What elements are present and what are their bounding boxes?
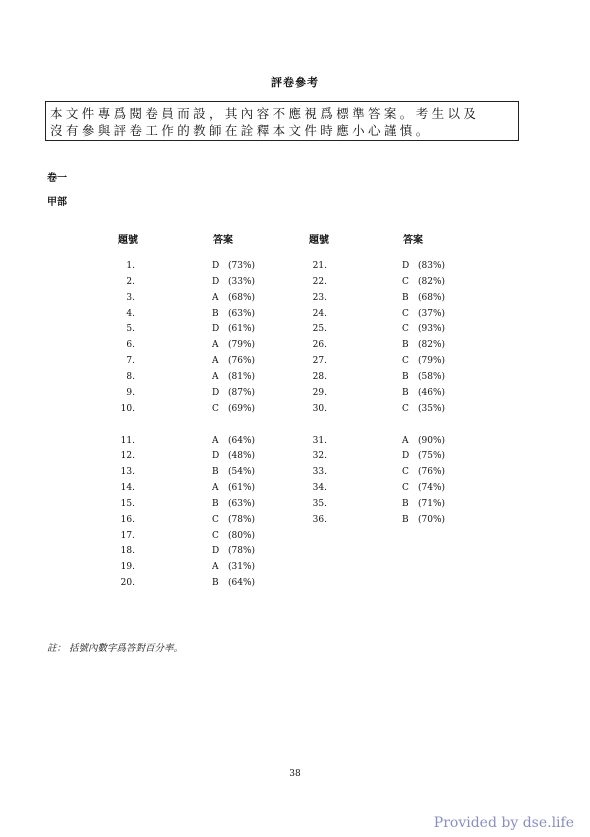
question-number: 17. (120, 530, 135, 541)
question-number: 27. (312, 356, 327, 367)
disclaimer-line-1: 本文件專爲閱卷員而設，其內容不應視爲標準答案。考生以及 (50, 106, 480, 121)
answer-letter: B (212, 578, 219, 589)
question-header-right: 題號 (309, 235, 329, 246)
answer-percentage: (74%) (418, 483, 446, 494)
answer-percentage: (81%) (228, 371, 256, 382)
question-number: 34. (312, 483, 327, 494)
answer-letter: D (212, 261, 220, 271)
page-title: 評卷參考 (271, 76, 319, 89)
answer-letter: D (402, 451, 410, 462)
answer-letter: A (212, 356, 219, 367)
answer-row (0, 354, 590, 368)
question-number: 18. (120, 546, 135, 557)
answer-letter: C (402, 403, 409, 414)
question-number: 3. (126, 292, 135, 303)
answer-letter: C (402, 467, 409, 478)
answer-percentage: (93%) (418, 324, 446, 335)
answer-row (0, 402, 590, 416)
question-number: 4. (126, 308, 135, 319)
answer-percentage: (79%) (418, 356, 446, 367)
answer-percentage: (31%) (228, 562, 256, 573)
answer-letter: C (212, 403, 219, 414)
answer-row (0, 259, 590, 273)
answer-percentage: (73%) (228, 261, 256, 271)
answer-percentage: (82%) (418, 276, 446, 287)
answer-row (0, 560, 590, 574)
question-number: 29. (312, 387, 327, 398)
answer-percentage: (82%) (418, 340, 446, 351)
answer-row (0, 529, 590, 543)
question-number: 11. (120, 435, 135, 446)
answer-letter: C (402, 308, 409, 319)
answer-letter: B (402, 387, 409, 398)
answer-percentage: (35%) (418, 403, 446, 414)
question-number: 14. (120, 483, 135, 494)
answer-row (0, 275, 590, 289)
question-number: 23. (312, 292, 327, 303)
question-number: 9. (126, 387, 135, 398)
answer-percentage: (69%) (228, 403, 256, 414)
answer-percentage: (54%) (228, 467, 256, 478)
answer-percentage: (58%) (418, 371, 446, 382)
answer-letter: C (402, 356, 409, 367)
answer-percentage: (87%) (228, 387, 256, 398)
answer-percentage: (83%) (418, 261, 446, 271)
answer-percentage: (61%) (228, 324, 256, 335)
question-number: 2. (126, 276, 135, 287)
answer-header-right: 答案 (403, 235, 423, 246)
answer-percentage: (64%) (228, 435, 256, 446)
answer-percentage: (63%) (228, 308, 256, 319)
question-number: 7. (126, 356, 135, 367)
answer-letter: A (212, 340, 219, 351)
answer-letter: B (402, 340, 409, 351)
answer-letter: C (402, 483, 409, 494)
question-number: 21. (312, 261, 327, 271)
answer-percentage: (48%) (228, 451, 256, 462)
answer-percentage: (68%) (418, 292, 446, 303)
page-number: 38 (289, 769, 301, 779)
answer-letter: D (212, 546, 220, 557)
question-number: 5. (126, 324, 135, 335)
question-number: 25. (312, 324, 327, 335)
answer-letter: C (212, 530, 219, 541)
answer-header-left: 答案 (213, 235, 233, 246)
question-number: 33. (312, 467, 327, 478)
answer-percentage: (80%) (228, 530, 256, 541)
answer-letter: B (402, 498, 409, 509)
question-number: 36. (312, 514, 327, 525)
question-number: 19. (120, 562, 135, 573)
question-number: 8. (126, 371, 135, 382)
answer-row (0, 307, 590, 321)
answer-row (0, 291, 590, 305)
answer-row (0, 322, 590, 336)
question-number: 24. (312, 308, 327, 319)
answer-row (0, 434, 590, 448)
question-number: 22. (312, 276, 327, 287)
answer-percentage: (46%) (418, 387, 446, 398)
answer-percentage: (78%) (228, 514, 256, 525)
answer-letter: B (212, 308, 219, 319)
answer-letter: D (212, 324, 220, 335)
answer-row (0, 449, 590, 463)
answer-percentage: (64%) (228, 578, 256, 589)
answer-percentage: (68%) (228, 292, 256, 303)
question-header-left: 題號 (118, 235, 138, 246)
answer-letter: D (402, 261, 410, 271)
answer-row (0, 513, 590, 527)
answer-letter: A (212, 371, 219, 382)
question-number: 31. (312, 435, 327, 446)
question-number: 10. (120, 403, 135, 414)
answer-letter: D (212, 387, 220, 398)
answer-letter: C (402, 324, 409, 335)
answer-row (0, 338, 590, 352)
answer-letter: A (212, 562, 219, 573)
disclaimer-line-2: 沒有參與評卷工作的教師在詮釋本文件時應小心謹慎。 (50, 123, 432, 138)
answer-percentage: (61%) (228, 483, 256, 494)
question-number: 35. (312, 498, 327, 509)
question-number: 20. (120, 578, 135, 589)
answer-letter: B (402, 292, 409, 303)
answer-letter: D (212, 276, 220, 287)
answer-percentage: (70%) (418, 514, 446, 525)
answer-letter: D (212, 451, 220, 462)
question-number: 13. (120, 467, 135, 478)
question-number: 6. (126, 340, 135, 351)
answer-letter: B (402, 371, 409, 382)
answer-percentage: (76%) (418, 467, 446, 478)
answer-percentage: (90%) (418, 435, 446, 446)
answer-percentage: (75%) (418, 451, 446, 462)
answer-letter: A (212, 483, 219, 494)
question-number: 30. (312, 403, 327, 414)
answer-row (0, 497, 590, 511)
answer-letter: B (212, 498, 219, 509)
question-number: 12. (120, 451, 135, 462)
disclaimer-box (45, 101, 519, 141)
answer-percentage: (71%) (418, 498, 446, 509)
answer-percentage: (79%) (228, 340, 256, 351)
answer-row (0, 544, 590, 558)
answer-row (0, 576, 590, 590)
answer-percentage: (76%) (228, 356, 256, 367)
paper-label: 卷一 (47, 173, 67, 184)
answer-letter: B (212, 467, 219, 478)
answer-percentage: (37%) (418, 308, 446, 319)
question-number: 26. (312, 340, 327, 351)
question-number: 28. (312, 371, 327, 382)
answer-row (0, 481, 590, 495)
answer-letter: C (402, 276, 409, 287)
footnote: 註： 括號內數字爲答對百分率。 (47, 643, 184, 654)
answer-percentage: (33%) (228, 276, 256, 287)
watermark-link[interactable]: Provided by dse.life (433, 815, 574, 831)
answer-letter: C (212, 514, 219, 525)
question-number: 15. (120, 498, 135, 509)
answer-percentage: (63%) (228, 498, 256, 509)
answer-letter: B (402, 514, 409, 525)
answer-row (0, 386, 590, 400)
answer-percentage: (78%) (228, 546, 256, 557)
answer-letter: A (212, 435, 219, 446)
section-label: 甲部 (47, 197, 67, 208)
answer-row (0, 370, 590, 384)
question-number: 16. (120, 514, 135, 525)
answer-letter: A (212, 292, 219, 303)
answer-row (0, 465, 590, 479)
answer-letter: A (402, 435, 409, 446)
question-number: 1. (126, 261, 135, 271)
question-number: 32. (312, 451, 327, 462)
